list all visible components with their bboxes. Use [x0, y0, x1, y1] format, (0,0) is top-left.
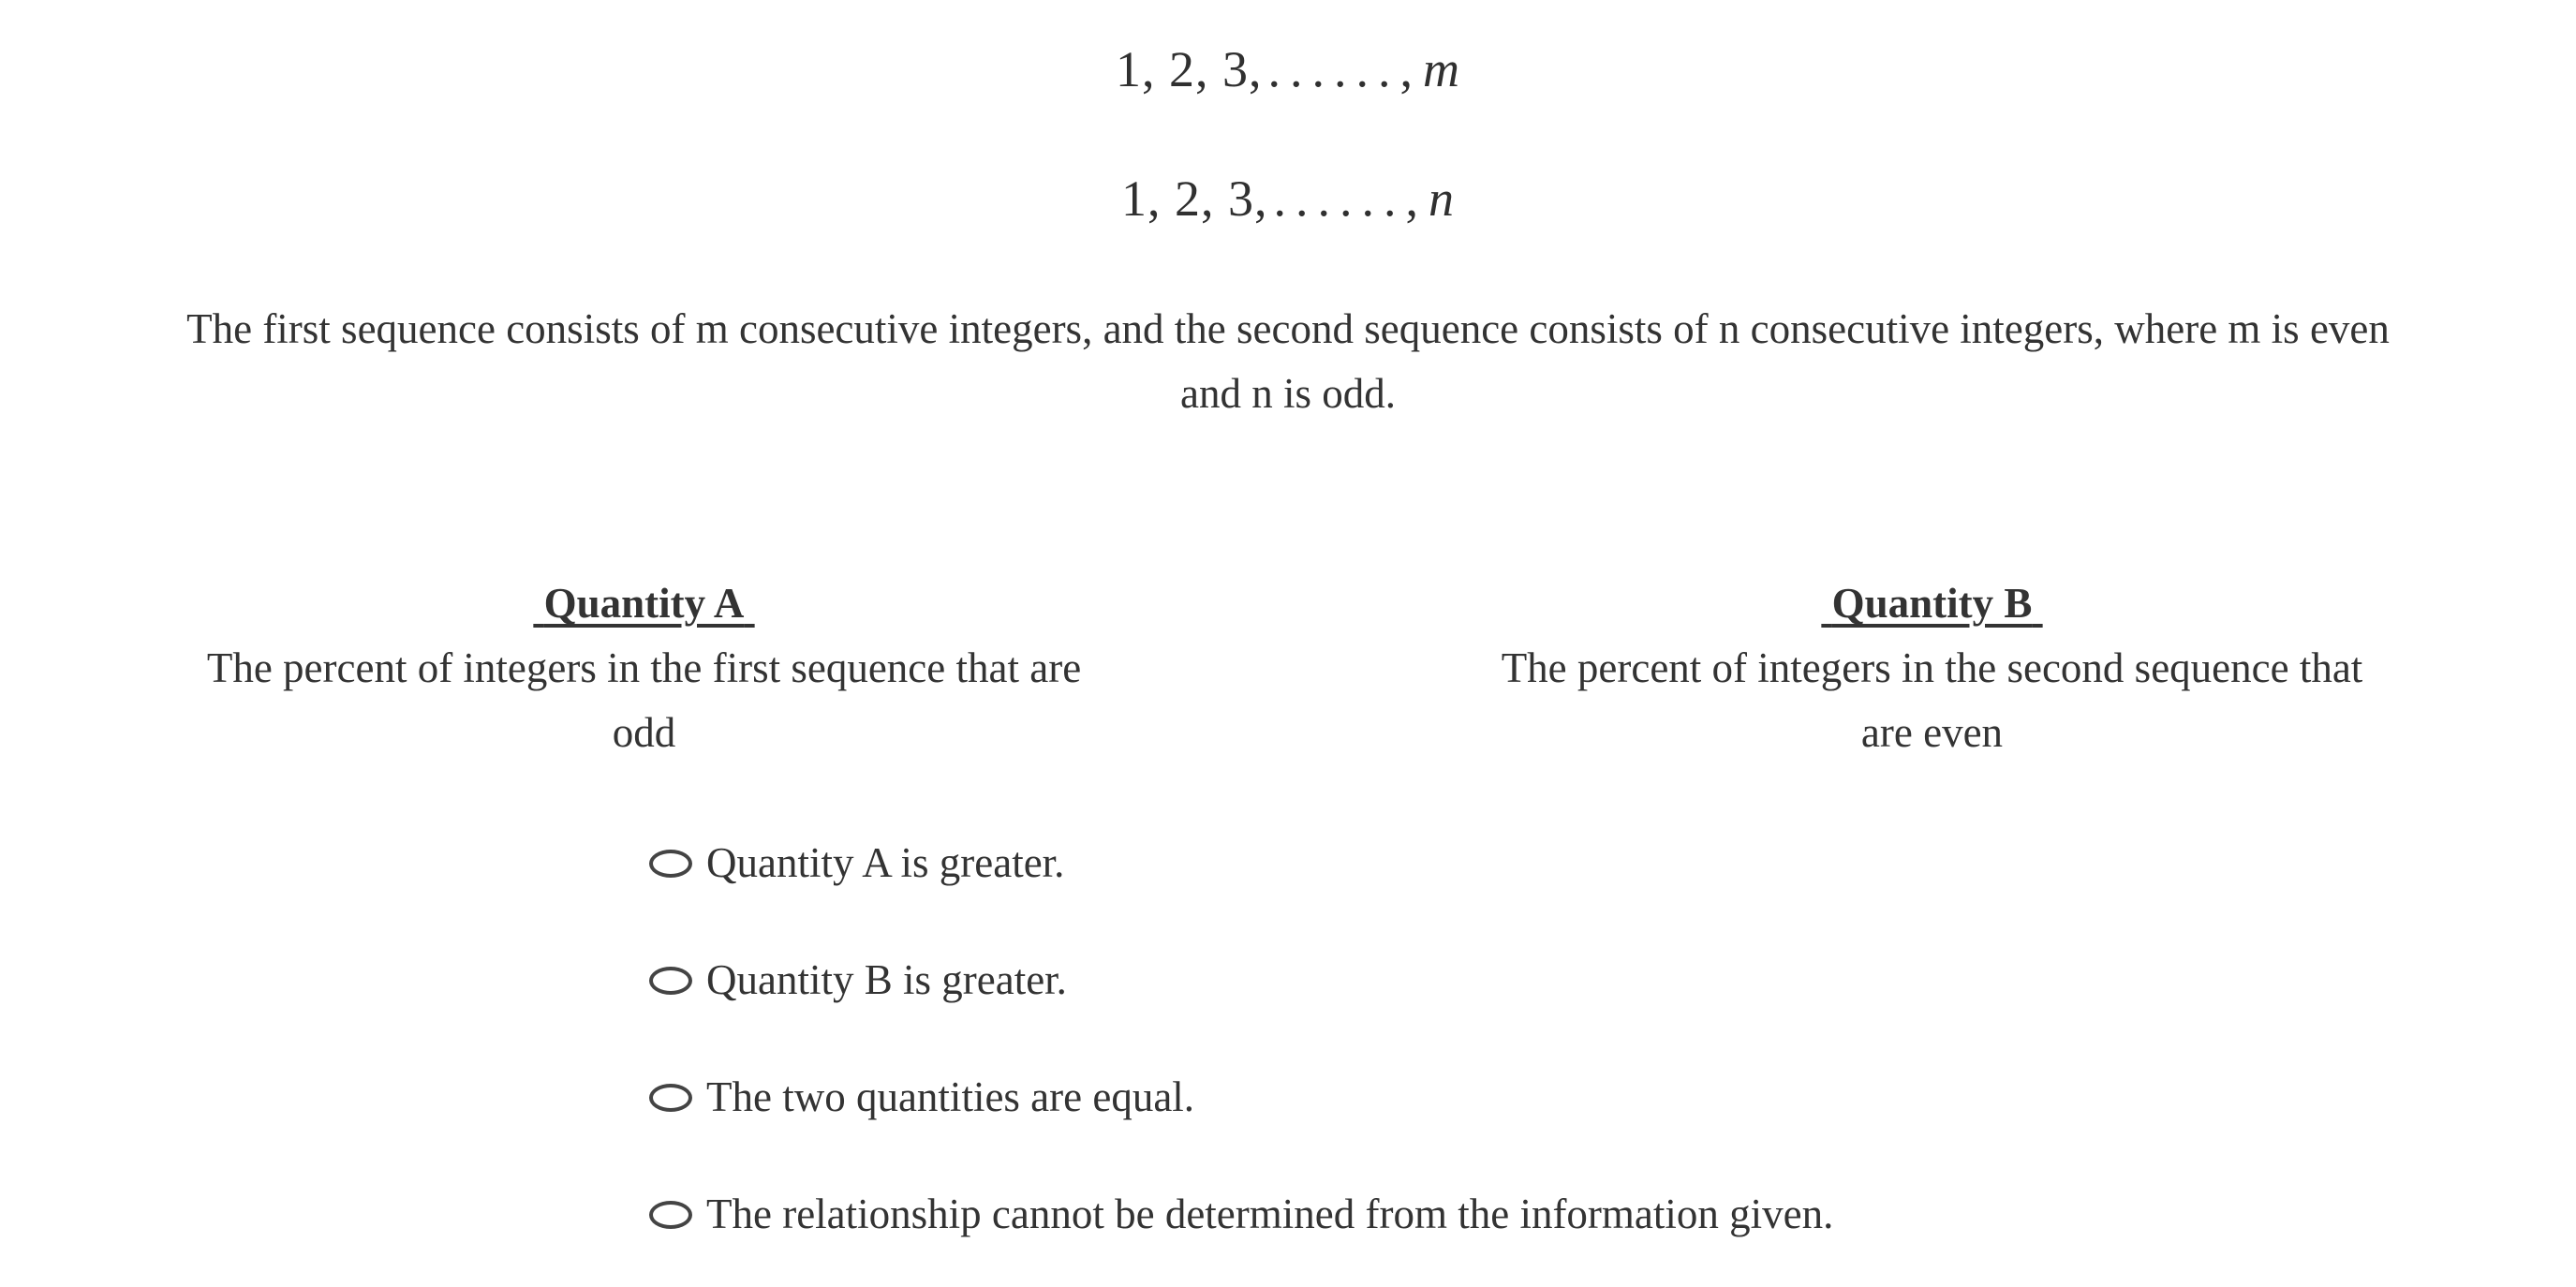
quantity-b-header: Quantity B [1831, 580, 2033, 627]
quantity-b-text-line-1: The percent of integers in the second sequence that [1501, 644, 2363, 691]
quantity-b-header-row [1288, 571, 2576, 636]
quantity-b-column [1288, 571, 2576, 765]
option-quantity-b-greater[interactable] [649, 948, 2576, 1013]
sequence-m-formula [0, 41, 2576, 97]
quantity-a-text-line-1: The percent of integers in the first sequence that are [206, 644, 1082, 691]
radio-button-icon[interactable] [649, 967, 692, 995]
question-description-line-2: and n is odd. [1180, 370, 1396, 417]
quantity-b-text-line-2: are even [1860, 709, 2004, 756]
quantity-a-text-line-2: odd [612, 709, 676, 756]
option-cannot-be-determined[interactable] [649, 1182, 2576, 1247]
quantity-columns [0, 571, 2576, 765]
option-label[interactable]: The two quantities are equal. [706, 1073, 1195, 1120]
sequence-m-variable: m [1423, 41, 1460, 97]
radio-button-icon[interactable] [649, 1084, 692, 1112]
radio-button-icon[interactable] [649, 850, 692, 878]
question-description [141, 297, 2435, 426]
option-label[interactable]: The relationship cannot be determined from the information given. [706, 1191, 1834, 1237]
option-label[interactable]: Quantity B is greater. [706, 956, 1067, 1003]
sequence-n-dots: ...... [1273, 170, 1406, 227]
sequence-m-comma: , [1399, 41, 1414, 97]
answer-options [649, 831, 2576, 1247]
sequence-m-dots: ...... [1267, 41, 1400, 97]
option-quantities-equal[interactable] [649, 1065, 2576, 1130]
radio-button-icon[interactable] [649, 1201, 692, 1229]
sequence-n-comma: , [1405, 170, 1419, 227]
quantity-a-header-row [0, 571, 1288, 636]
option-label[interactable]: Quantity A is greater. [706, 839, 1065, 886]
sequence-n-variable: n [1429, 170, 1455, 227]
sequence-m-prefix: 1, 2, 3, [1116, 41, 1263, 97]
question-description-line-1: The first sequence consists of m consecutive integers, and the second sequence consists of n consecutive integers, where m is even [186, 305, 2390, 352]
quantity-a-header: Quantity A [543, 580, 745, 627]
sequence-n-prefix: 1, 2, 3, [1121, 170, 1268, 227]
option-quantity-a-greater[interactable] [649, 831, 2576, 895]
sequence-n-formula [0, 170, 2576, 227]
sequence-formulas [0, 0, 2576, 227]
quantity-a-column [0, 571, 1288, 765]
